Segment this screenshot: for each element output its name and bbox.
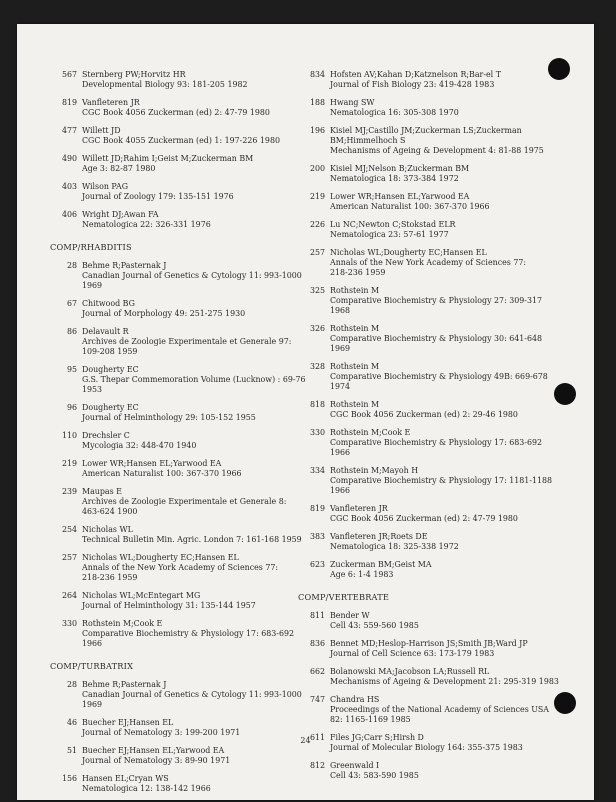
reference-authors: Zuckerman BM;Geist MA [330,560,432,569]
reference-entry [300,695,550,725]
reference-citation: 82: 1165-1169 1985 [330,715,411,724]
reference-entry [300,164,550,184]
reference-entry [300,400,550,420]
reference-entry [52,619,302,649]
reference-citation: American Naturalist 100: 367-370 1966 [330,202,490,211]
reference-authors: Rothstein M [330,400,380,409]
reference-number: 477 [61,126,77,135]
reference-citation: Nematologica 16: 305-308 1970 [330,108,459,117]
reference-authors: Nicholas WL [82,525,133,534]
reference-entry [300,504,550,524]
reference-entry [52,70,302,90]
right-column [298,70,559,789]
reference-citation: Nematologica 18: 373-384 1972 [330,174,459,183]
reference-citation: Canadian Journal of Genetics & Cytology 11: 993-1000 [82,271,302,280]
reference-citation: 1966 [330,448,351,457]
reference-citation: Journal of Fish Biology 23: 419-428 1983 [330,80,495,89]
reference-entry [52,774,302,794]
reference-citation: Annals of the New York Academy of Sciences 77: [330,258,527,267]
reference-number: 819 [309,504,325,513]
reference-entry [52,154,302,174]
reference-authors: Willett JD;Rahim I;Geist M;Zuckerman BM [82,154,254,163]
reference-number: 328 [309,362,325,371]
reference-entry [300,126,550,156]
reference-citation: G.S. Thepar Commemoration Volume (Lucknow) : 69-76 [82,375,306,384]
reference-entry [300,428,550,458]
reference-citation: Cell 43: 583-590 1985 [330,771,419,780]
reference-citation: 1953 [82,385,103,394]
reference-citation: 1974 [330,382,351,391]
reference-authors: Nicholas WL;Dougherty EC;Hansen EL [82,553,239,562]
reference-entry [52,210,302,230]
reference-entry [52,261,302,291]
reference-citation: Comparative Biochemistry & Physiology 27: 309-317 [330,296,543,305]
binder-hole-top [548,58,570,80]
reference-number: 662 [309,667,325,676]
reference-entry [300,286,550,316]
reference-entry [300,639,550,659]
reference-number: 406 [61,210,77,219]
left-column [50,70,306,802]
reference-number: 325 [309,286,325,295]
reference-entry [52,431,302,451]
reference-number: 28 [66,680,77,689]
reference-citation: Journal of Helminthology 31: 135-144 1957 [82,601,256,610]
reference-authors: Vanfleteren JR [330,504,388,513]
reference-citation: Archives de Zoologie Experimentale et Generale 8: [82,497,287,506]
reference-authors: Lower WR;Hansen EL;Yarwood EA [330,192,470,201]
reference-citation: Nematologica 18: 325-338 1972 [330,542,459,551]
reference-authors: Chandra HS [330,695,380,704]
reference-authors: Nicholas WL;McEntegart MG [82,591,201,600]
reference-number: 403 [61,182,77,191]
reference-number: 196 [309,126,325,135]
reference-number: 239 [61,487,77,496]
reference-number: 219 [309,192,325,201]
reference-number: 46 [66,718,77,727]
reference-authors: Dougherty EC [82,403,139,412]
reference-entry [52,126,302,146]
reference-number: 110 [61,431,77,440]
reference-number: 28 [66,261,77,270]
reference-citation: 218-236 1959 [82,573,138,582]
reference-citation: Annals of the New York Academy of Sciences 77: [82,563,279,572]
reference-entry [300,466,553,496]
reference-authors: Files JG;Carr S;Hirsh D [330,733,424,742]
page-number: 24 [300,736,311,745]
reference-authors: Vanfleteren JR;Roets DE [330,532,428,541]
reference-entry [52,487,302,517]
reference-citation: Journal of Morphology 49: 251-275 1930 [82,309,246,318]
reference-authors: Lower WR;Hansen EL;Yarwood EA [82,459,222,468]
reference-authors: Kisiel MJ;Castillo JM;Zuckerman LS;Zuckerman [330,126,522,135]
reference-number: 219 [61,459,77,468]
reference-citation: Mechanisms of Ageing & Development 4: 81-88 1975 [330,146,544,155]
reference-number: 95 [66,365,77,374]
reference-authors: Delavault R [82,327,129,336]
reference-entry [300,667,559,687]
reference-number: 257 [309,248,325,257]
reference-number: 96 [66,403,77,412]
reference-citation: Comparative Biochemistry & Physiology 30: 641-648 [330,334,543,343]
reference-citation: Age 6: 1-4 1983 [330,570,394,579]
reference-citation: Developmental Biology 93: 181-205 1982 [82,80,248,89]
reference-citation: Nematologica 22: 326-331 1976 [82,220,211,229]
reference-number: 747 [309,695,325,704]
reference-citation: Comparative Biochemistry & Physiology 49B: 669-678 [330,372,548,381]
reference-entry [300,220,550,240]
reference-citation: Cell 43: 559-560 1985 [330,621,419,630]
section-heading: COMP/VERTEBRATE [298,592,390,602]
reference-entry [300,98,550,118]
reference-authors: Buecher EJ;Hansen EL [82,718,174,727]
reference-number: 264 [61,591,77,600]
reference-number: 156 [61,774,77,783]
reference-authors: Rothstein M [330,362,380,371]
reference-number: 51 [66,746,77,755]
reference-authors: Dougherty EC [82,365,139,374]
reference-authors: Nicholas WL;Dougherty EC;Hansen EL [330,248,487,257]
reference-number: 254 [61,525,77,534]
reference-citation: Mechanisms of Ageing & Development 21: 295-319 1983 [330,677,559,686]
reference-authors: Willett JD [82,126,121,135]
reference-entry [300,362,550,392]
reference-citation: Journal of Cell Science 63: 173-179 1983 [330,649,495,658]
reference-citation: Age 3: 82-87 1980 [82,164,156,173]
reference-entry [52,182,302,202]
reference-entry [300,532,550,552]
reference-authors: Bender W [330,611,370,620]
reference-authors: Behme R;Pasternak J [82,680,167,689]
reference-citation: Canadian Journal of Genetics & Cytology 11: 993-1000 [82,690,302,699]
binder-hole-middle [554,383,576,405]
reference-citation: 1969 [82,281,103,290]
reference-entry [52,746,302,766]
reference-number: 812 [309,761,325,770]
reference-citation: Journal of Molecular Biology 164: 355-375 1983 [330,743,523,752]
reference-entry [52,98,302,118]
reference-citation: 218-236 1959 [330,268,386,277]
reference-citation: CGC Book 4056 Zuckerman (ed) 2: 47-79 1980 [330,514,518,523]
reference-authors: Wilson PAG [82,182,128,191]
reference-citation: Nematologica 12: 138-142 1966 [82,784,211,793]
reference-authors: Hansen EL;Cryan WS [82,774,169,783]
reference-number: 326 [309,324,325,333]
reference-number: 330 [309,428,325,437]
reference-citation: Journal of Helminthology 29: 105-152 1955 [82,413,256,422]
reference-entry [52,718,302,738]
reference-authors: Greenwald I [330,761,380,770]
reference-number: 188 [309,98,325,107]
reference-entry [52,365,306,395]
reference-number: 811 [309,611,325,620]
reference-authors: Wright DJ;Awan FA [82,210,159,219]
reference-authors: Behme R;Pasternak J [82,261,167,270]
reference-citation: Journal of Nematology 3: 89-90 1971 [82,756,231,765]
reference-citation: Archives de Zoologie Experimentale et Generale 97: [82,337,292,346]
reference-entry [300,560,550,580]
reference-number: 623 [309,560,325,569]
reference-entry [52,680,302,710]
reference-entry [52,459,302,479]
reference-authors: Rothstein M;Mayoh H [330,466,419,475]
reference-citation: Comparative Biochemistry & Physiology 17: 1181-1188 [330,476,553,485]
reference-authors: Bolanowski MA;Jacobson LA;Russell RL [330,667,490,676]
reference-citation: Nematologica 23: 57-61 1977 [330,230,449,239]
reference-authors: Bennet MD;Heslop-Harrison JS;Smith JB;Ward JP [330,639,528,648]
reference-authors: Rothstein M [330,286,380,295]
reference-citation: 1966 [330,486,351,495]
reference-citation: CGC Book 4055 Zuckerman (ed) 1: 197-226 1980 [82,136,280,145]
reference-citation: 1969 [82,700,103,709]
reference-authors: Lu NC;Newton C;Stokstad ELR [330,220,456,229]
reference-citation: BM;Himmelhoch S [330,136,406,145]
reference-authors: Rothstein M [330,324,380,333]
reference-entry [52,403,302,423]
reference-citation: 463-624 1900 [82,507,138,516]
reference-citation: 1968 [330,306,351,315]
reference-number: 383 [309,532,325,541]
reference-number: 611 [309,733,325,742]
reference-entry [52,299,302,319]
reference-authors: Rothstein M;Cook E [330,428,411,437]
reference-authors: Vanfleteren JR [82,98,140,107]
reference-citation: 109-208 1959 [82,347,138,356]
reference-citation: 1969 [330,344,351,353]
reference-number: 86 [66,327,77,336]
reference-authors: Drechsler C [82,431,130,440]
reference-authors: Maupas E [82,487,122,496]
section-heading: COMP/RHABDITIS [50,242,132,252]
reference-number: 226 [309,220,325,229]
reference-entry [300,192,550,212]
reference-citation: Journal of Zoology 179: 135-151 1976 [82,192,234,201]
reference-number: 567 [61,70,77,79]
reference-entry [52,525,302,545]
reference-authors: Sternberg PW;Horvitz HR [82,70,186,79]
reference-authors: Rothstein M;Cook E [82,619,163,628]
reference-entry [300,611,550,631]
reference-entry [52,591,302,611]
reference-citation: CGC Book 4056 Zuckerman (ed) 2: 29-46 1980 [330,410,518,419]
reference-citation: Technical Bulletin Min. Agric. London 7: 161-168 1959 [82,535,302,544]
reference-citation: American Naturalist 100: 367-370 1966 [82,469,242,478]
binder-hole-bottom [554,692,576,714]
reference-number: 836 [309,639,325,648]
reference-number: 67 [66,299,77,308]
reference-number: 200 [309,164,325,173]
reference-entry [300,70,550,90]
reference-number: 818 [309,400,325,409]
reference-authors: Buecher EJ;Hansen EL;Yarwood EA [82,746,225,755]
reference-citation: Journal of Nematology 3: 199-200 1971 [82,728,241,737]
reference-citation: CGC Book 4056 Zuckerman (ed) 2: 47-79 1980 [82,108,270,117]
reference-number: 330 [61,619,77,628]
section-heading: COMP/TURBATRIX [50,661,134,671]
reference-entry [52,327,302,357]
reference-number: 490 [61,154,77,163]
reference-authors: Hwang SW [330,98,375,107]
reference-entry [300,324,550,354]
reference-number: 819 [61,98,77,107]
reference-citation: Comparative Biochemistry & Physiology 17: 683-692 [82,629,295,638]
document-page [17,24,594,800]
reference-entry [300,248,550,278]
reference-citation: Comparative Biochemistry & Physiology 17: 683-692 [330,438,543,447]
reference-entry [300,761,550,781]
reference-citation: 1966 [82,639,103,648]
reference-number: 334 [309,466,325,475]
reference-authors: Chitwood BG [82,299,135,308]
reference-entry [52,553,302,583]
reference-citation: Mycologia 32: 448-470 1940 [82,441,197,450]
reference-authors: Kisiel MJ;Nelson B;Zuckerman BM [330,164,470,173]
reference-citation: Proceedings of the National Academy of Sciences USA [330,705,550,714]
reference-number: 834 [309,70,325,79]
reference-number: 257 [61,553,77,562]
reference-authors: Hofsten AV;Kahan D;Katznelson R;Bar-el T [330,70,501,79]
